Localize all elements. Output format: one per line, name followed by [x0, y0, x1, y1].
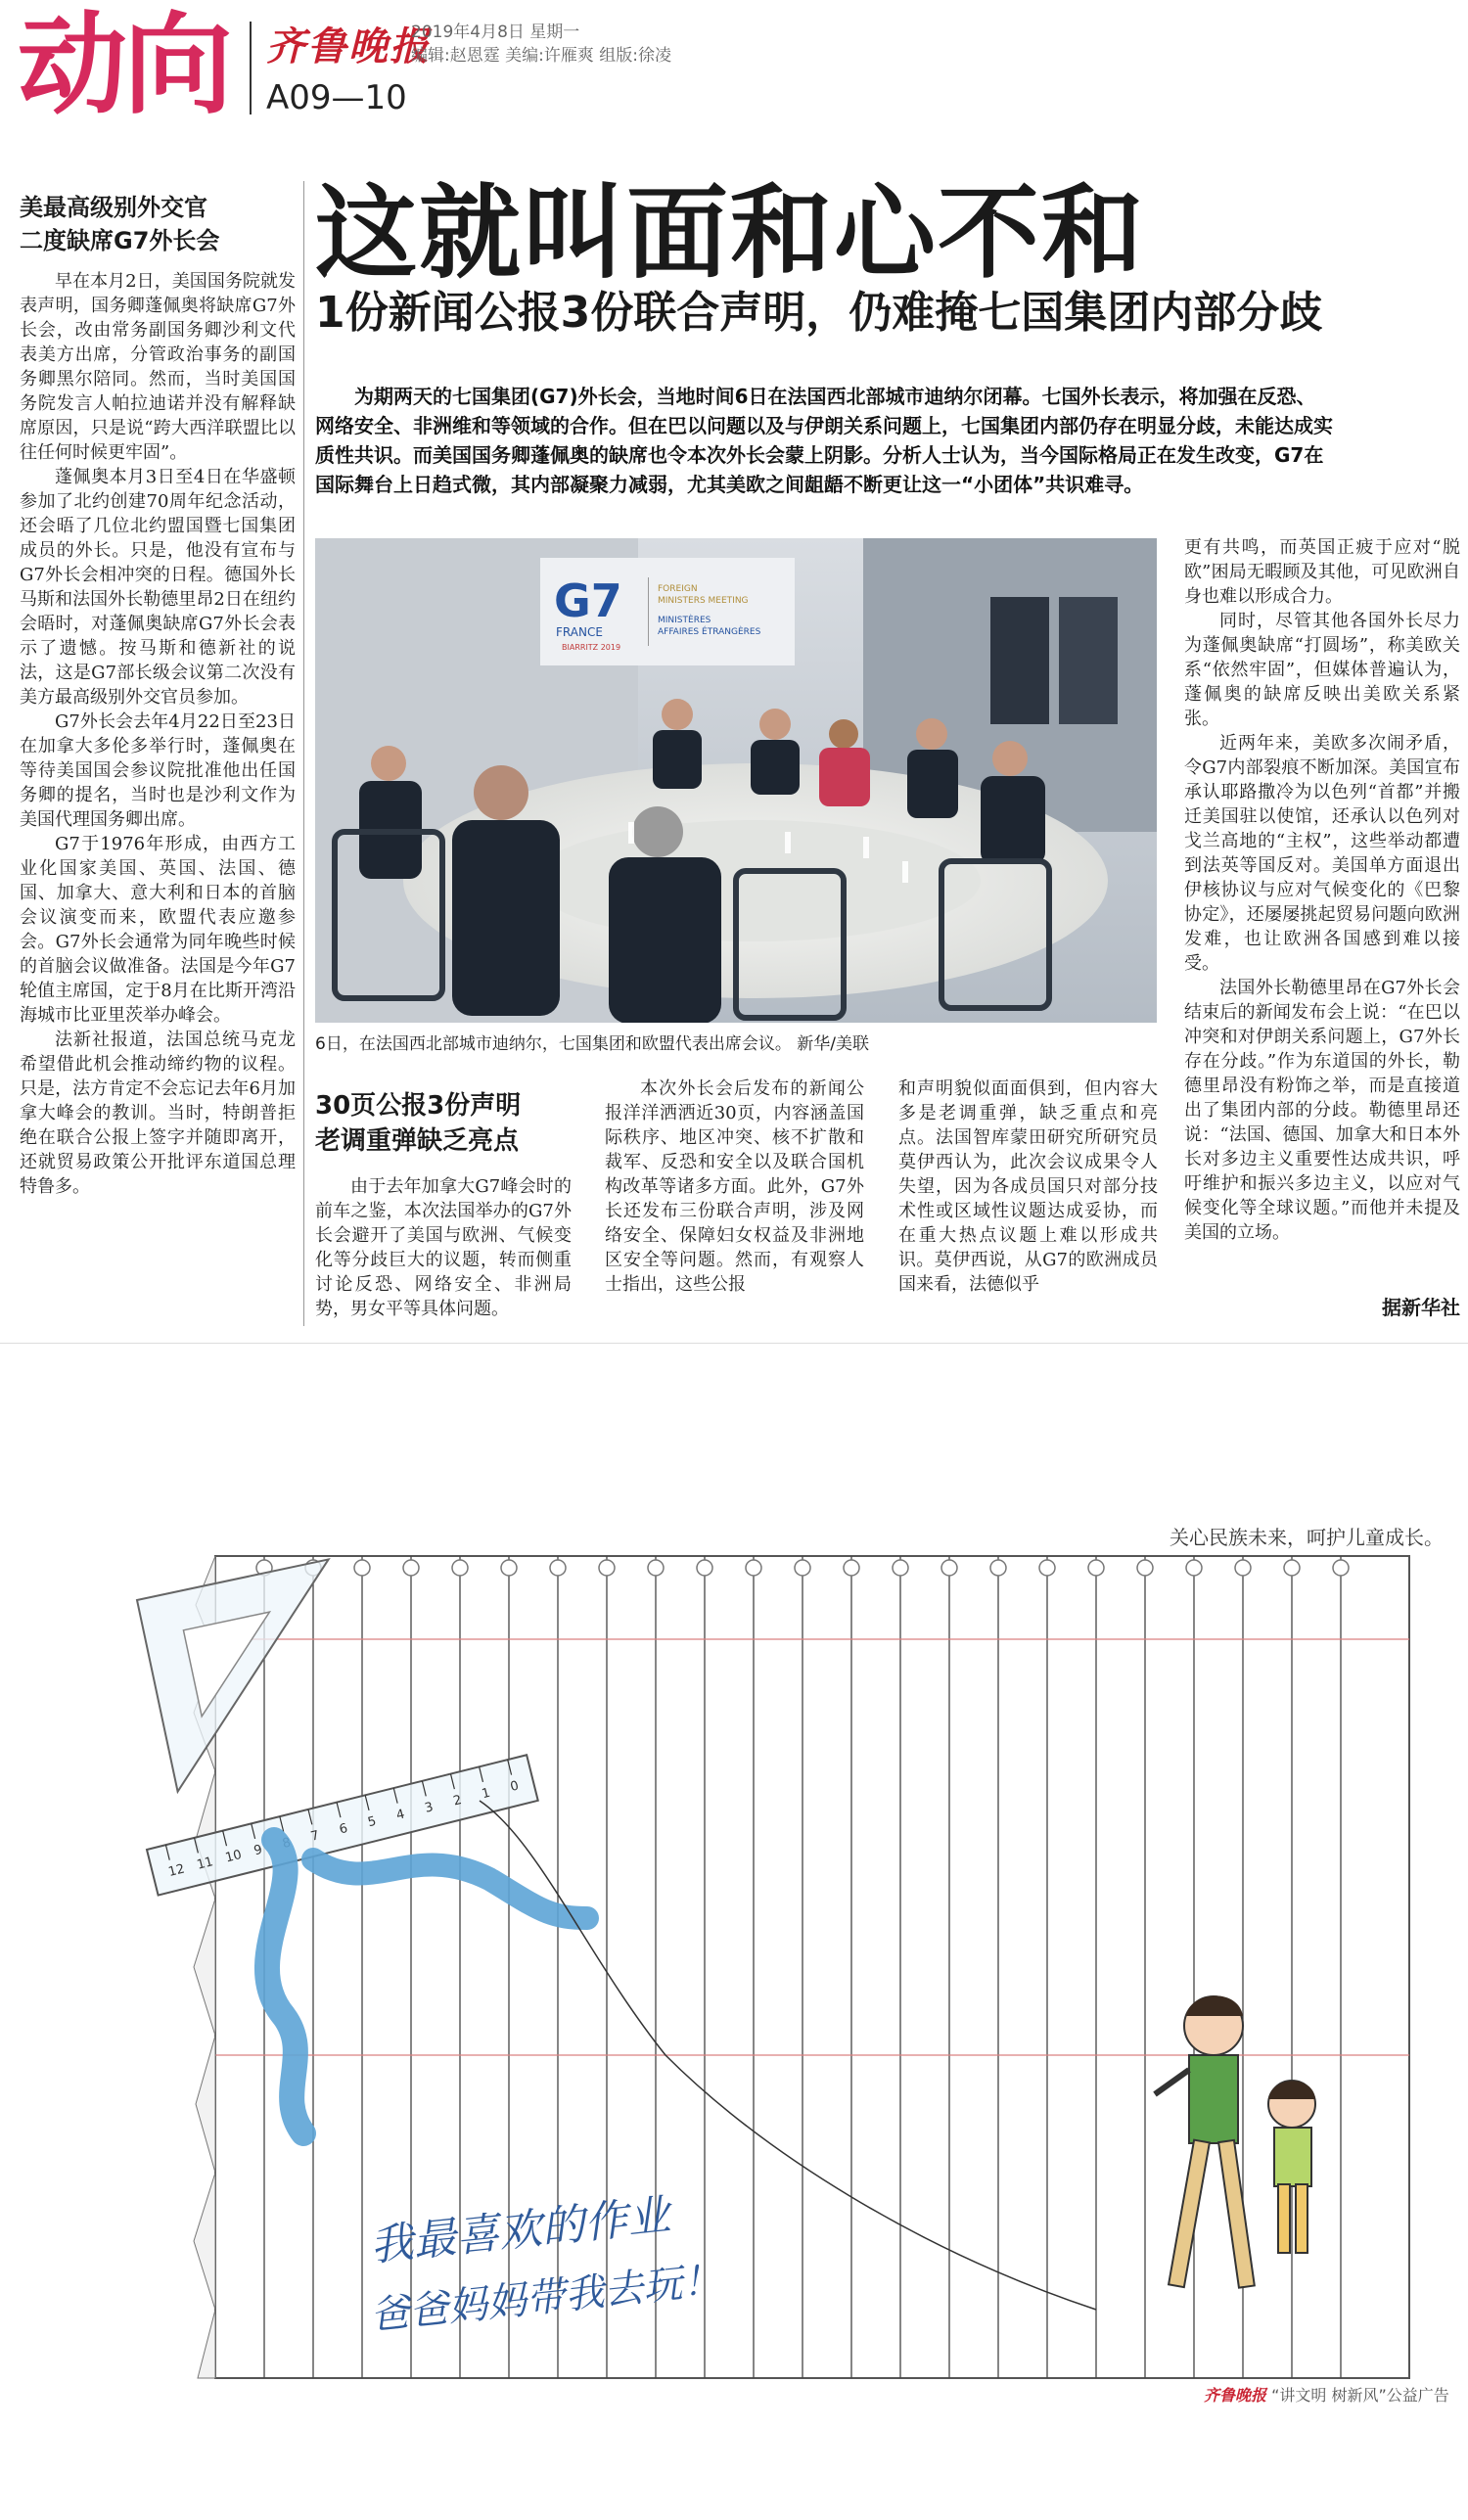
right-column-body [1184, 535, 1460, 1264]
right-paragraph: 近两年来，美欧多次闹矛盾，令G7内部裂痕不断加深。美国宣布承认耶路撒冷为以色列“首都”并搬迁美国驻以使馆，还承认以色列对戈兰高地的“主权”，这些举动都遭到法英等国反对。美国单方面退出伊核协议与应对气候变化的《巴黎协定》，还屡屡挑起贸易问题向欧洲发难，也让欧洲各国感到难以接受。 [1184, 733, 1460, 974]
ad-handwriting-line1: 我最喜欢的作业 [367, 2190, 673, 2271]
sidebar-headline-line1: 美最高级别外交官 [20, 194, 207, 221]
ruler-tick-label: 4 [394, 1807, 407, 1823]
subsection-headline-line2: 老调重弹缺乏亮点 [315, 1126, 520, 1156]
subsection-headline [315, 1088, 579, 1159]
g7-logo-text: G7 [554, 574, 622, 627]
sign-en-2: MINISTERS MEETING [658, 596, 749, 606]
subsection-headline-line1: 30页公报3份声明 [315, 1091, 522, 1121]
ruler-tick-label: 8 [281, 1835, 293, 1853]
ruler-tick-label: 2 [451, 1792, 464, 1810]
ruler-tick-label: 3 [423, 1800, 436, 1816]
sidebar-paragraph: 法新社报道，法国总统马克龙希望借此机会推动缔约物的议程。只是，法方肯定不会忘记去年6月加拿大峰会的教训。当时，特朗普拒绝在联合公报上签字并随即离开，还就贸易政策公开批评东道国总理特鲁多。 [20, 1030, 296, 1197]
sidebar-headline [20, 191, 294, 257]
ruler-tick-label: 11 [195, 1855, 215, 1873]
ruler-tick-label: 6 [338, 1820, 349, 1838]
ad-brand-suffix: “讲文明 树新风”公益广告 [1271, 2386, 1449, 2405]
article-subheadline: 1份新闻公报3份联合声明，仍难掩七国集团内部分歧 [315, 288, 1323, 338]
bottom-column-1 [315, 1174, 572, 1336]
sidebar-paragraph: 早在本月2日，美国国务院就发表声明，国务卿蓬佩奥将缺席G7外长会，改由常务副国务卿沙利文代表美方出席，分管政治事务的副国务卿黑尔陪同。然而，当时美国国务院发言人帕拉迪诺并没有解释缺席原因，只是说“跨大西洋联盟比以往任何时候更牢固”。 [20, 271, 296, 463]
masthead-logo: 齐鲁晚报 [266, 23, 431, 69]
sign-en-1: FOREIGN [658, 584, 698, 594]
ad-tagline: 关心民族未来，呵护儿童成长。 [1170, 1526, 1444, 1549]
ruler-tick-label: 9 [252, 1842, 264, 1859]
article-lead [315, 382, 1333, 499]
sidebar-body [20, 269, 296, 1311]
ruler-tick-label: 1 [480, 1785, 492, 1803]
ad-brand [1204, 2383, 1449, 2405]
right-paragraph: 同时，尽管其他各国外长尽力为蓬佩奥缺席“打圆场”，称美欧关系“依然牢固”，但媒体普遍认为，蓬佩奥的缺席反映出美欧关系紧张。 [1184, 611, 1460, 729]
meeting-photo [315, 538, 1157, 1023]
ruler-tick-label: 5 [366, 1813, 379, 1831]
right-paragraph: 法国外长勒德里昂在G7外长会结束后的新闻发布会上说：“在巴以冲突和对伊朗关系问题上，G7外长存在分歧。”作为东道国的外长，勒德里昂没有粉饰之举，而是直接道出了集团内部的分歧。勒德里昂还说：“法国、德国、加拿大和日本外长对多边主义重要性达成共识，呼吁维护和振兴多边主义，以应对气候变化等全球议题。”而他并未提及美国的立场。 [1184, 978, 1460, 1243]
sidebar-paragraph: G7于1976年形成，由西方工业化国家美国、英国、法国、德国、加拿大、意大利和日本的首脑会议演变而来，欧盟代表应邀参会。G7外长会通常为同年晚些时候的首脑会议做准备。法国是今年G7轮值主席国，定于8月在比斯开湾沿海城市比亚里茨举办峰会。 [20, 834, 296, 1026]
ruler-tick-label: 7 [309, 1828, 321, 1845]
meeting-photo-illustration [315, 538, 1157, 1023]
bottom-column-2 [605, 1077, 864, 1336]
ruler-tick-label: 10 [223, 1847, 244, 1866]
header-divider [250, 22, 252, 115]
right-paragraph: 更有共鸣，而英国正疲于应对“脱欧”困局无暇顾及其他，可见欧洲自身也难以形成合力。 [1184, 537, 1460, 607]
photo-caption: 6日，在法国西北部城市迪纳尔，七国集团和欧盟代表出席会议。 新华/美联 [315, 1034, 869, 1054]
bottom-paragraph: 由于去年加拿大G7峰会时的前车之鉴，本次法国举办的G7外长会避开了美国与欧洲、气候变化等分歧巨大的议题，转而侧重讨论反恐、网络安全、非洲局势，男女平等具体问题。 [315, 1176, 572, 1319]
article-headline: 这就叫面和心不和 [315, 173, 1146, 293]
ruler-tick-label: 0 [508, 1778, 521, 1795]
ad-brand-logo: 齐鲁晚报 [1204, 2386, 1267, 2405]
ad-notebook-illustration [78, 1546, 1448, 2398]
section-divider [0, 1343, 1468, 1344]
bottom-column-3 [898, 1077, 1158, 1336]
section-title: 动向 [18, 1, 229, 129]
date-line: 2019年4月8日 星期一 [411, 23, 580, 42]
article-source: 据新华社 [1382, 1296, 1460, 1319]
sign-fr-2: AFFAIRES ÉTRANGÈRES [658, 627, 761, 637]
sign-fr-1: MINISTÈRES [658, 616, 711, 625]
editors-line: 编辑:赵恩霆 美编:许雁爽 组版:徐凌 [411, 46, 671, 66]
bottom-paragraph: 和声明貌似面面俱到，但内容大多是老调重弹，缺乏重点和亮点。法国智库蒙田研究所研究员莫伊西认为，此次会议成果令人失望，因为各成员国只对部分技术性或区域性议题达成妥协，而在重大热点议题上难以形成共识。莫伊西说，从G7的欧洲成员国来看，法德似乎 [898, 1078, 1158, 1295]
sidebar-paragraph: G7外长会去年4月22日至23日在加拿大多伦多举行时，蓬佩奥在等待美国国会参议院批准他出任国务卿的提名，当时也是沙利文作为美国代理国务卿出席。 [20, 711, 296, 830]
sign-place: BIARRITZ 2019 [562, 643, 621, 652]
bottom-paragraph: 本次外长会后发布的新闻公报洋洋洒洒近30页，内容涵盖国际秩序、地区冲突、核不扩散和裁军、反恐和安全以及联合国机构改革等诸多方面。此外，G7外长还发布三份联合声明，涉及网络安全、保障妇女权益及非洲地区安全等问题。然而，有观察人士指出，这些公报 [605, 1078, 864, 1295]
ad-handwriting-line2: 爸爸妈妈带我去玩！ [368, 2257, 724, 2339]
ruler-tick-label: 12 [166, 1861, 187, 1881]
column-divider [303, 181, 304, 1326]
lead-paragraph: 为期两天的七国集团(G7)外长会，当地时间6日在法国西北部城市迪纳尔闭幕。七国外长表示，将加强在反恐、网络安全、非洲维和等领域的合作。但在巴以问题以及与伊朗关系问题上，七国集团内部仍存在明显分歧，未能达成实质性共识。而美国国务卿蓬佩奥的缺席也令本次外长会蒙上阴影。分析人士认为，当今国际格局正在发生改变，G7在国际舞台上日趋式微，其内部凝聚力减弱，尤其美欧之间龃龉不断更让这一“小团体”共识难寻。 [315, 385, 1333, 496]
sidebar-headline-line2: 二度缺席G7外长会 [20, 227, 220, 254]
page-number: A09—10 [266, 78, 407, 117]
sidebar-paragraph: 蓬佩奥本月3日至4日在华盛顿参加了北约创建70周年纪念活动，还会晤了几位北约盟国暨七国集团成员的外长。只是，他没有宣布与G7外长会相冲突的日程。德国外长马斯和法国外长勒德里昂2日在纽约会晤时，对蓬佩奥缺席G7外长会表示了遗憾。按马斯和德新社的说法，这是G7部长级会议第二次没有美方最高级别外交官员参加。 [20, 467, 296, 708]
sign-country: FRANCE [556, 625, 603, 639]
